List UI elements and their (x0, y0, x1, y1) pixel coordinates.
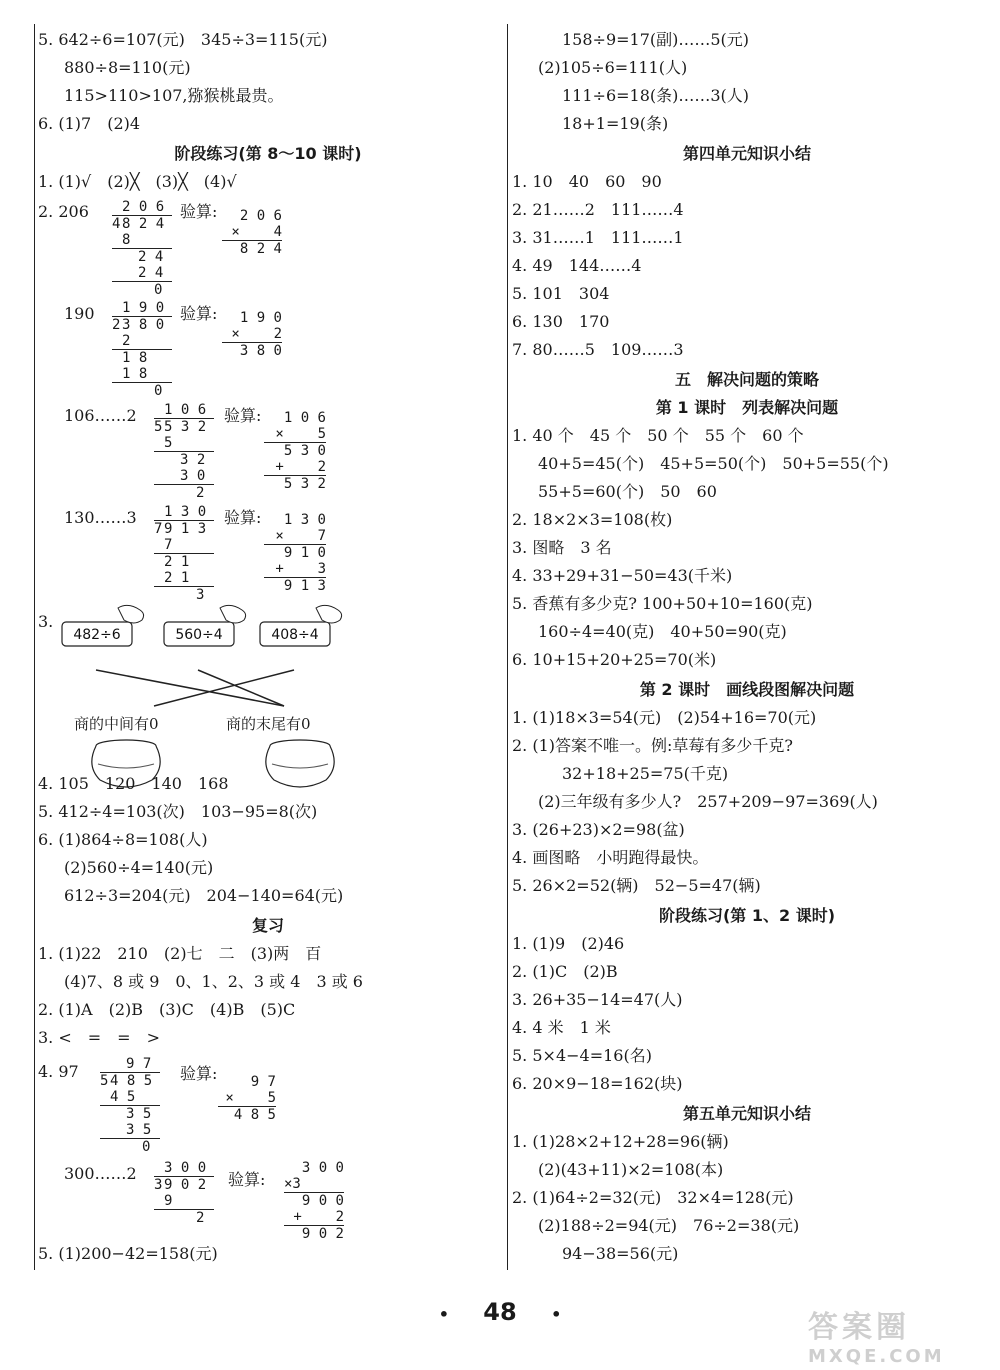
answer-line: 3. 31……1 111……1 (512, 228, 684, 247)
answer-line: 1. (1)9 (2)46 (512, 934, 625, 953)
check-label: 验算: (224, 406, 262, 425)
answer-line: (2)三年级有多少人? 257+209−97=369(人) (538, 792, 878, 811)
target-label: 商的中间有0 (74, 715, 159, 733)
answer-line: 5. 101 304 (512, 284, 610, 303)
answer-line: (2)188÷2=94(元) 76÷2=38(元) (538, 1216, 800, 1235)
answer-line: 1. 10 40 60 90 (512, 172, 662, 191)
jar-icon (266, 740, 334, 787)
answer-line: 7. 80……5 109……3 (512, 340, 684, 359)
fish-card-2 (164, 605, 246, 646)
answer-label: 130……3 (64, 508, 137, 527)
answer-line: 1. 40 个 45 个 50 个 55 个 60 个 (512, 426, 804, 445)
answer-line: 111÷6=18(条)……3(人) (562, 86, 750, 105)
section-heading: 复习 (251, 916, 284, 935)
answer-line: 5. 412÷4=103(次) 103−95=8(次) (38, 802, 318, 821)
fish-card-3 (260, 605, 342, 646)
fish-icon (118, 605, 144, 623)
column-divider (507, 24, 508, 1270)
answer-line: 32+18+25=75(千克) (562, 764, 729, 783)
answer-line: 2. (1)64÷2=32(元) 32×4=128(元) (512, 1188, 794, 1207)
answer-line: 55+5=60(个) 50 60 (538, 482, 717, 501)
answer-line: 6. 10+15+20+25=70(米) (512, 650, 717, 669)
answer-line: 94−38=56(元) (562, 1244, 679, 1263)
section-heading: 阶段练习(第 8～10 课时) (174, 144, 362, 163)
answer-line: 4. 49 144……4 (512, 256, 642, 275)
watermark-logo: 答案圈 MXQE.COM (808, 1310, 945, 1367)
card-text-2: 560÷4 (175, 627, 223, 643)
answer-line: 6. (1)864÷8=108(人) (38, 830, 208, 849)
answer-line: 1. (1)28×2+12+28=96(辆) (512, 1132, 729, 1151)
answer-label: 3. (38, 612, 54, 631)
check-label: 验算: (180, 304, 218, 323)
page-number: 48 (483, 1298, 517, 1326)
answer-label: 300……2 (64, 1164, 137, 1183)
answer-line: 5. (1)200−42=158(元) (38, 1244, 218, 1263)
answer-line: 4. 105 120 140 168 (38, 774, 229, 793)
answer-line: 2. (1)C (2)B (512, 962, 618, 981)
answer-line: 6. 20×9−18=162(块) (512, 1074, 683, 1093)
answer-line: 6. 130 170 (512, 312, 610, 331)
answer-label: 106……2 (64, 406, 137, 425)
left-margin-rule (34, 24, 35, 1270)
answer-line: 5. 642÷6=107(元) 345÷3=115(元) (38, 30, 328, 49)
answer-line: 2. 18×2×3=108(枚) (512, 510, 673, 529)
answer-line: 5. 香蕉有多少克? 100+50+10=160(克) (512, 594, 813, 613)
answer-line: 115>110>107,猕猴桃最贵。 (64, 86, 284, 105)
answer-line: 1. (1)22 210 (2)七 二 (3)两 百 (38, 944, 322, 963)
check-label: 验算: (180, 1064, 218, 1083)
answer-line: 3. (26+23)×2=98(盆) (512, 820, 685, 839)
card-text-3: 408÷4 (271, 627, 319, 643)
answer-label: 4. 97 (38, 1062, 79, 1081)
fish-icon (220, 605, 246, 623)
check-label: 验算: (180, 202, 218, 221)
check-multiplication-106: 1 0 6 × 5 5 3 0 + 2 5 3 2 (264, 410, 326, 492)
chapter-heading: 五 解决问题的策略 (674, 370, 819, 389)
long-division-300: 3 0 0 3 9 0 2 9 2 (154, 1160, 214, 1226)
long-division-206: 2 0 6 4 8 2 4 8 2 4 2 4 0 (112, 199, 172, 298)
left-column (38, 24, 498, 1274)
check-multiplication-97: 9 7 × 5 4 8 5 (218, 1074, 276, 1123)
answer-line: 3. 图略 3 名 (512, 538, 612, 557)
match-line (96, 670, 284, 706)
answer-line: 4. 4 米 1 米 (512, 1018, 611, 1037)
card-text-1: 482÷6 (73, 627, 121, 643)
right-column (512, 24, 982, 1274)
answer-line: 160÷4=40(克) 40+50=90(克) (538, 622, 787, 641)
long-division-106: 1 0 6 5 5 3 2 5 3 2 3 0 2 (154, 402, 214, 501)
answer-label: 2. 206 (38, 202, 89, 221)
answer-line: 2. (1)A (2)B (3)C (4)B (5)C (38, 1000, 296, 1019)
section-heading: 第五单元知识小结 (682, 1104, 811, 1123)
answer-line: 2. (1)答案不唯一。例:草莓有多少千克? (512, 736, 793, 755)
answer-line: 18+1=19(条) (562, 114, 669, 133)
answer-line: 158÷9=17(副)……5(元) (562, 30, 750, 49)
check-label: 验算: (228, 1170, 266, 1189)
answer-line: 612÷3=204(元) 204−140=64(元) (64, 886, 344, 905)
dot-right: • (551, 1305, 562, 1324)
long-division-190: 1 9 0 2 3 8 0 2 1 8 1 8 0 (112, 300, 172, 399)
answer-line: 40+5=45(个) 45+5=50(个) 50+5=55(个) (538, 454, 889, 473)
section-heading: 阶段练习(第 1、2 课时) (658, 906, 836, 925)
answer-line: 5. 5×4−4=16(名) (512, 1046, 652, 1065)
answer-line: 5. 26×2=52(辆) 52−5=47(辆) (512, 876, 761, 895)
answer-line: 1. (1)√ (2)╳ (3)╳ (4)√ (38, 172, 237, 191)
check-multiplication-300: 3 0 0 ×3 9 0 0 + 2 9 0 2 (284, 1160, 344, 1242)
dot-left: • (438, 1305, 449, 1324)
answer-line: 3. 26+35−14=47(人) (512, 990, 683, 1009)
answer-line: 880÷8=110(元) (64, 58, 191, 77)
answer-line: (4)7、8 或 9 0、1、2、3 或 4 3 或 6 (64, 972, 363, 991)
check-label: 验算: (224, 508, 262, 527)
answer-line: 4. 33+29+31−50=43(千米) (512, 566, 733, 585)
answer-line: (2)105÷6=111(人) (538, 58, 688, 77)
section-heading: 第 1 课时 列表解决问题 (655, 398, 839, 417)
answer-line: 3. < = = > (38, 1028, 160, 1047)
fish-card-1 (62, 605, 144, 646)
check-multiplication-190: 1 9 0 × 2 3 8 0 (222, 310, 282, 359)
check-multiplication-130: 1 3 0 × 7 9 1 0 + 3 9 1 3 (264, 512, 326, 594)
answer-line: 1. (1)18×3=54(元) (2)54+16=70(元) (512, 708, 817, 727)
answer-line: 2. 21……2 111……4 (512, 200, 684, 219)
long-division-130: 1 3 0 7 9 1 3 7 2 1 2 1 3 (154, 504, 214, 603)
answer-label: 190 (64, 304, 95, 323)
answer-line: (2)560÷4=140(元) (64, 858, 214, 877)
answer-line: 6. (1)7 (2)4 (38, 114, 141, 133)
section-heading: 第 2 课时 画线段图解决问题 (639, 680, 855, 699)
check-multiplication-206: 2 0 6 × 4 8 2 4 (222, 208, 282, 257)
answer-line: 4. 画图略 小明跑得最快。 (512, 848, 709, 867)
section-heading: 第四单元知识小结 (682, 144, 811, 163)
answer-line: (2)(43+11)×2=108(本) (538, 1160, 724, 1179)
fish-icon (316, 605, 342, 623)
target-label: 商的末尾有0 (226, 715, 311, 733)
long-division-97: 9 7 5 4 8 5 4 5 3 5 3 5 0 (100, 1056, 160, 1155)
